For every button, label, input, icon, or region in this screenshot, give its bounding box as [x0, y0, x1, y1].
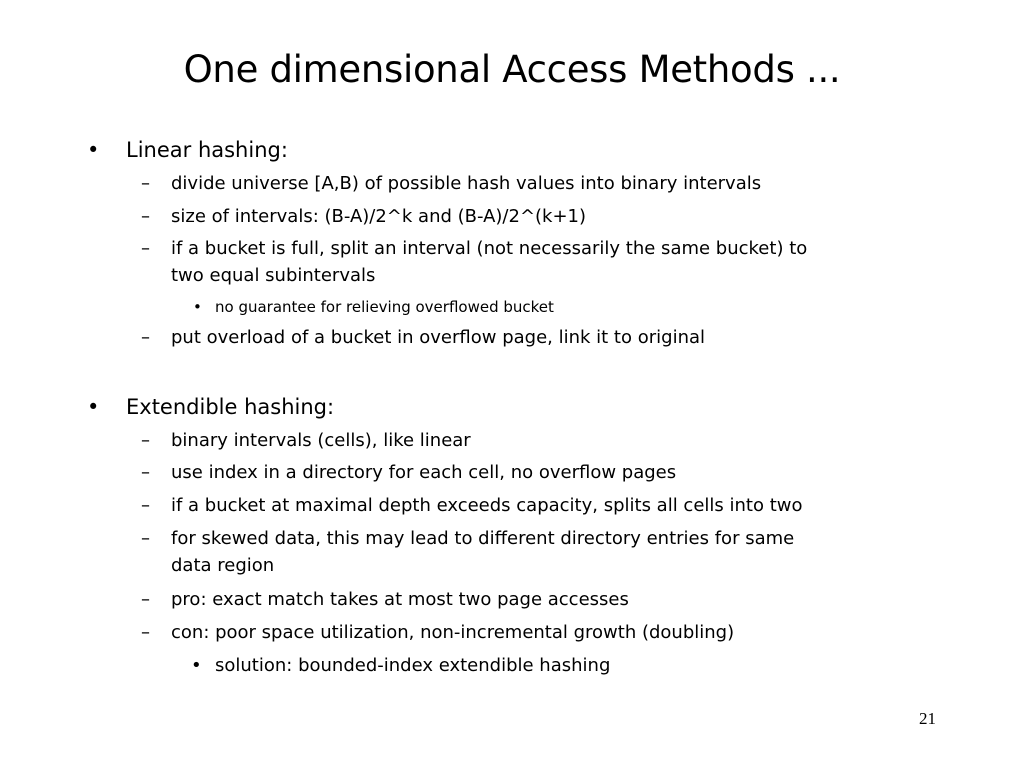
- extendible-item-2: use index in a directory for each cell, no overflow pages: [171, 462, 677, 483]
- dash-marker: –: [141, 327, 150, 348]
- sub-bullet-marker: •: [191, 655, 202, 676]
- section-heading-extendible-hashing: Extendible hashing:: [126, 395, 335, 419]
- dash-marker: –: [141, 589, 150, 610]
- dash-marker: –: [141, 622, 150, 643]
- extendible-item-3: if a bucket at maximal depth exceeds capacity, splits all cells into two: [171, 495, 803, 516]
- bullet-marker: •: [87, 395, 100, 419]
- extendible-item-1: binary intervals (cells), like linear: [171, 430, 471, 451]
- dash-marker: –: [141, 462, 150, 483]
- page-number: 21: [919, 709, 936, 728]
- slide-title: One dimensional Access Methods ...: [183, 48, 841, 91]
- sub-bullet-marker: •: [193, 298, 202, 316]
- extendible-item-4-line-1: for skewed data, this may lead to different directory entries for same: [171, 528, 795, 549]
- linear-item-3-line-2: two equal subintervals: [171, 265, 376, 286]
- extendible-item-6: con: poor space utilization, non-incremental growth (doubling): [171, 622, 735, 643]
- dash-marker: –: [141, 495, 150, 516]
- dash-marker: –: [141, 430, 150, 451]
- extendible-item-4-line-2: data region: [171, 555, 275, 576]
- section-heading-linear-hashing: Linear hashing:: [126, 138, 288, 162]
- dash-marker: –: [141, 238, 150, 259]
- dash-marker: –: [141, 528, 150, 549]
- linear-item-4: put overload of a bucket in overflow page, link it to original: [171, 327, 706, 348]
- bullet-marker: •: [87, 138, 100, 162]
- linear-item-2: size of intervals: (B-A)/2^k and (B-A)/2^(k+1): [171, 206, 587, 227]
- dash-marker: –: [141, 206, 150, 227]
- extendible-item-6-sub: solution: bounded-index extendible hashing: [215, 655, 611, 676]
- linear-item-3-sub: no guarantee for relieving overflowed bucket: [215, 298, 554, 316]
- linear-item-3-line-1: if a bucket is full, split an interval (not necessarily the same bucket) to: [171, 238, 808, 259]
- linear-item-1: divide universe [A,B) of possible hash values into binary intervals: [171, 173, 762, 194]
- extendible-item-5: pro: exact match takes at most two page accesses: [171, 589, 629, 610]
- dash-marker: –: [141, 173, 150, 194]
